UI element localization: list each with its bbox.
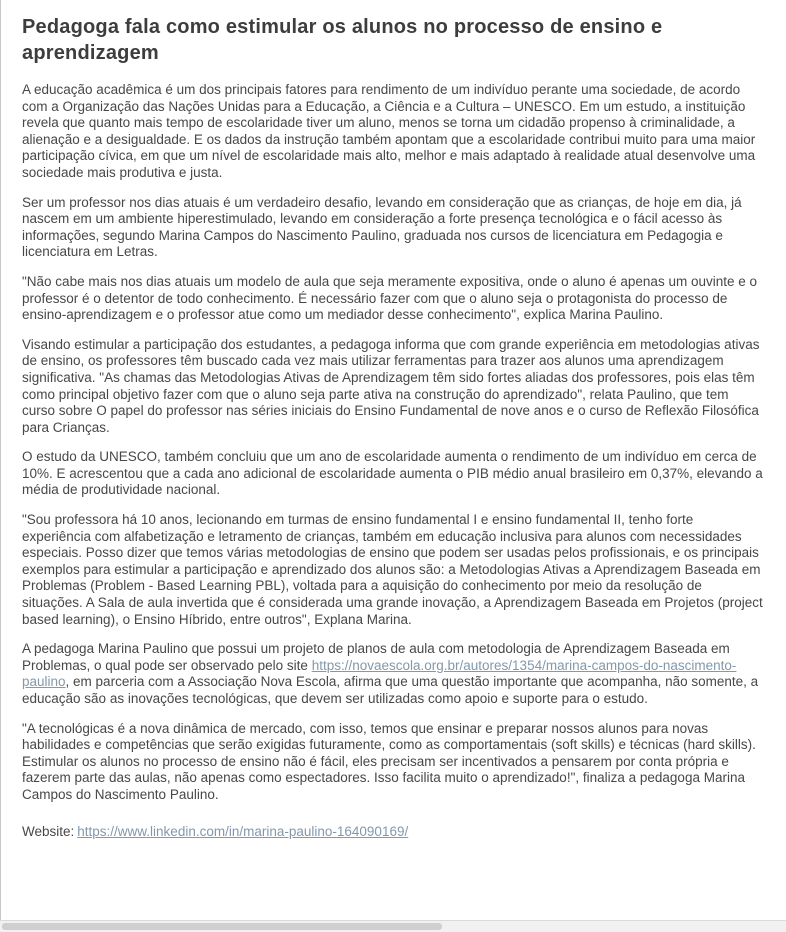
paragraph-quote-final: "A tecnológicas é a nova dinâmica de mercado, com isso, temos que ensinar e preparar nossos alunos para novas habilidades e competências que serão exigidas futuramente, como as comportamentais (soft skills) e técnicas (hard skills). Estimular os alunos no processo de ensino não é fácil, eles precisam ser incentivados a pensarem por conta própria e fazerem parte das aulas, não apenas como espectadores. Isso facilita muito o aprendizado!", finaliza a pedagoga Marina Campos do Nascimento Paulino. — [22, 720, 756, 802]
footer-website-line — [22, 824, 765, 841]
website-label: Website: — [22, 823, 75, 839]
paragraph-text-after-link: , em parceria com a Associação Nova Escola, afirma que uma questão importante que acompanha, não somente, a educação são as inovações tecnológicas, que devem ser utilizadas como apoio e suporte para o estudo. — [22, 674, 759, 706]
paragraph-intro-unesco: A educação acadêmica é um dos principais fatores para rendimento de um indivíduo perante uma sociedade, de acordo com a Organização das Nações Unidas para a Educação, a Ciência e a Cultura – UNESCO. Em um estudo, a instituição revela que quanto mais tempo de escolaridade tiver um aluno, menos se torna um cidadão propenso à criminalidade, a alienação e a desigualdade. E os dados da instrução também apontam que a escolaridade contribui muito para uma maior participação cívica, em que um nível de escolaridade mais alto, melhor e mais adaptado à realidade atual desenvolve uma sociedade mais produtiva e justa. — [22, 82, 756, 180]
novaescola-link[interactable]: https://novaescola.org.br/autores/1354/marina-campos-do-nascimento-paulino — [22, 657, 737, 690]
page-title: Pedagoga fala como estimular os alunos no processo de ensino e aprendizagem — [22, 16, 663, 64]
paragraph-quote-model: "Não cabe mais nos dias atuais um modelo de aula que seja meramente expositiva, onde o aluno é apenas um ouvinte e o professor é o detentor de todo conhecimento. É necessário fazer com que o aluno seja o protagonista do processo de ensino-aprendizagem e o professor atue como um mediador desse conhecimento", explica Marina Paulino. — [22, 273, 757, 323]
paragraph-active-methodologies: Visando estimular a participação dos estudantes, a pedagoga informa que com grande experiência em metodologias ativas de ensino, os professores têm buscado cada vez mais utilizar ferramentas para trazer aos alunos uma aprendizagem significativa. "As chamas das Metodologias Ativas de Aprendizagem têm sido fortes aliadas dos professores, pois elas têm como principal objetivo fazer com que o aluno seja parte ativa na construção do aprendizado", relata Paulino, que tem curso sobre O papel do professor nas séries iniciais do Ensino Fundamental de nove anos e o curso de Reflexão Filosófica para Crianças. — [22, 336, 760, 435]
paragraph-text-before-link: A pedagoga Marina Paulino que possui um projeto de planos de aula com metodologia de Aprendizagem Baseada em Problemas, o qual pode ser observado pelo site — [22, 641, 730, 673]
paragraph-quote-experience: "Sou professora há 10 anos, lecionando em turmas de ensino fundamental I e ensino fundamental II, tenho forte experiência com alfabetização e letramento de crianças, também em educação inclusiva para alunos com necessidades especiais. Posso dizer que temos várias metodologias de ensino que podem ser usadas pelos profissionais, e os principais exemplos para estimular a participação e aprendizado dos alunos são: a Metodologias Ativas a Aprendizagem Baseada em Problemas (Problem - Based Learning PBL), voltada para a aquisição do conhecimento por meio da resolução de situações. A Sala de aula invertida que é considerada uma grande inovação, a Aprendizagem Baseada em Projetos (project based learning), o Ensino Híbrido, entre outros", Explana Marina. — [22, 512, 763, 627]
paragraph-with-link — [22, 641, 765, 707]
horizontal-scrollbar[interactable] — [0, 920, 786, 932]
article-page — [1, 0, 786, 840]
paragraph-unesco-study: O estudo da UNESCO, também concluiu que um ano de escolaridade aumenta o rendimento de um indivíduo em cerca de 10%. E acrescentou que a cada ano adicional de escolaridade aumenta o PIB médio anual brasileiro em 0,37%, elevando a média de produtividade nacional. — [22, 449, 763, 498]
linkedin-link[interactable]: https://www.linkedin.com/in/marina-paulino-164090169/ — [77, 823, 409, 839]
scrollbar-thumb[interactable] — [2, 923, 442, 930]
paragraph-professor-challenge: Ser um professor nos dias atuais é um verdadeiro desafio, levando em consideração que as crianças, de hoje em dia, já nascem em um ambiente hiperestimulado, levando em consideração a forte presença tecnológica e o fácil acesso às informações, segundo Marina Campos do Nascimento Paulino, graduada nos cursos de licenciatura em Pedagogia e licenciatura em Letras. — [22, 194, 742, 260]
